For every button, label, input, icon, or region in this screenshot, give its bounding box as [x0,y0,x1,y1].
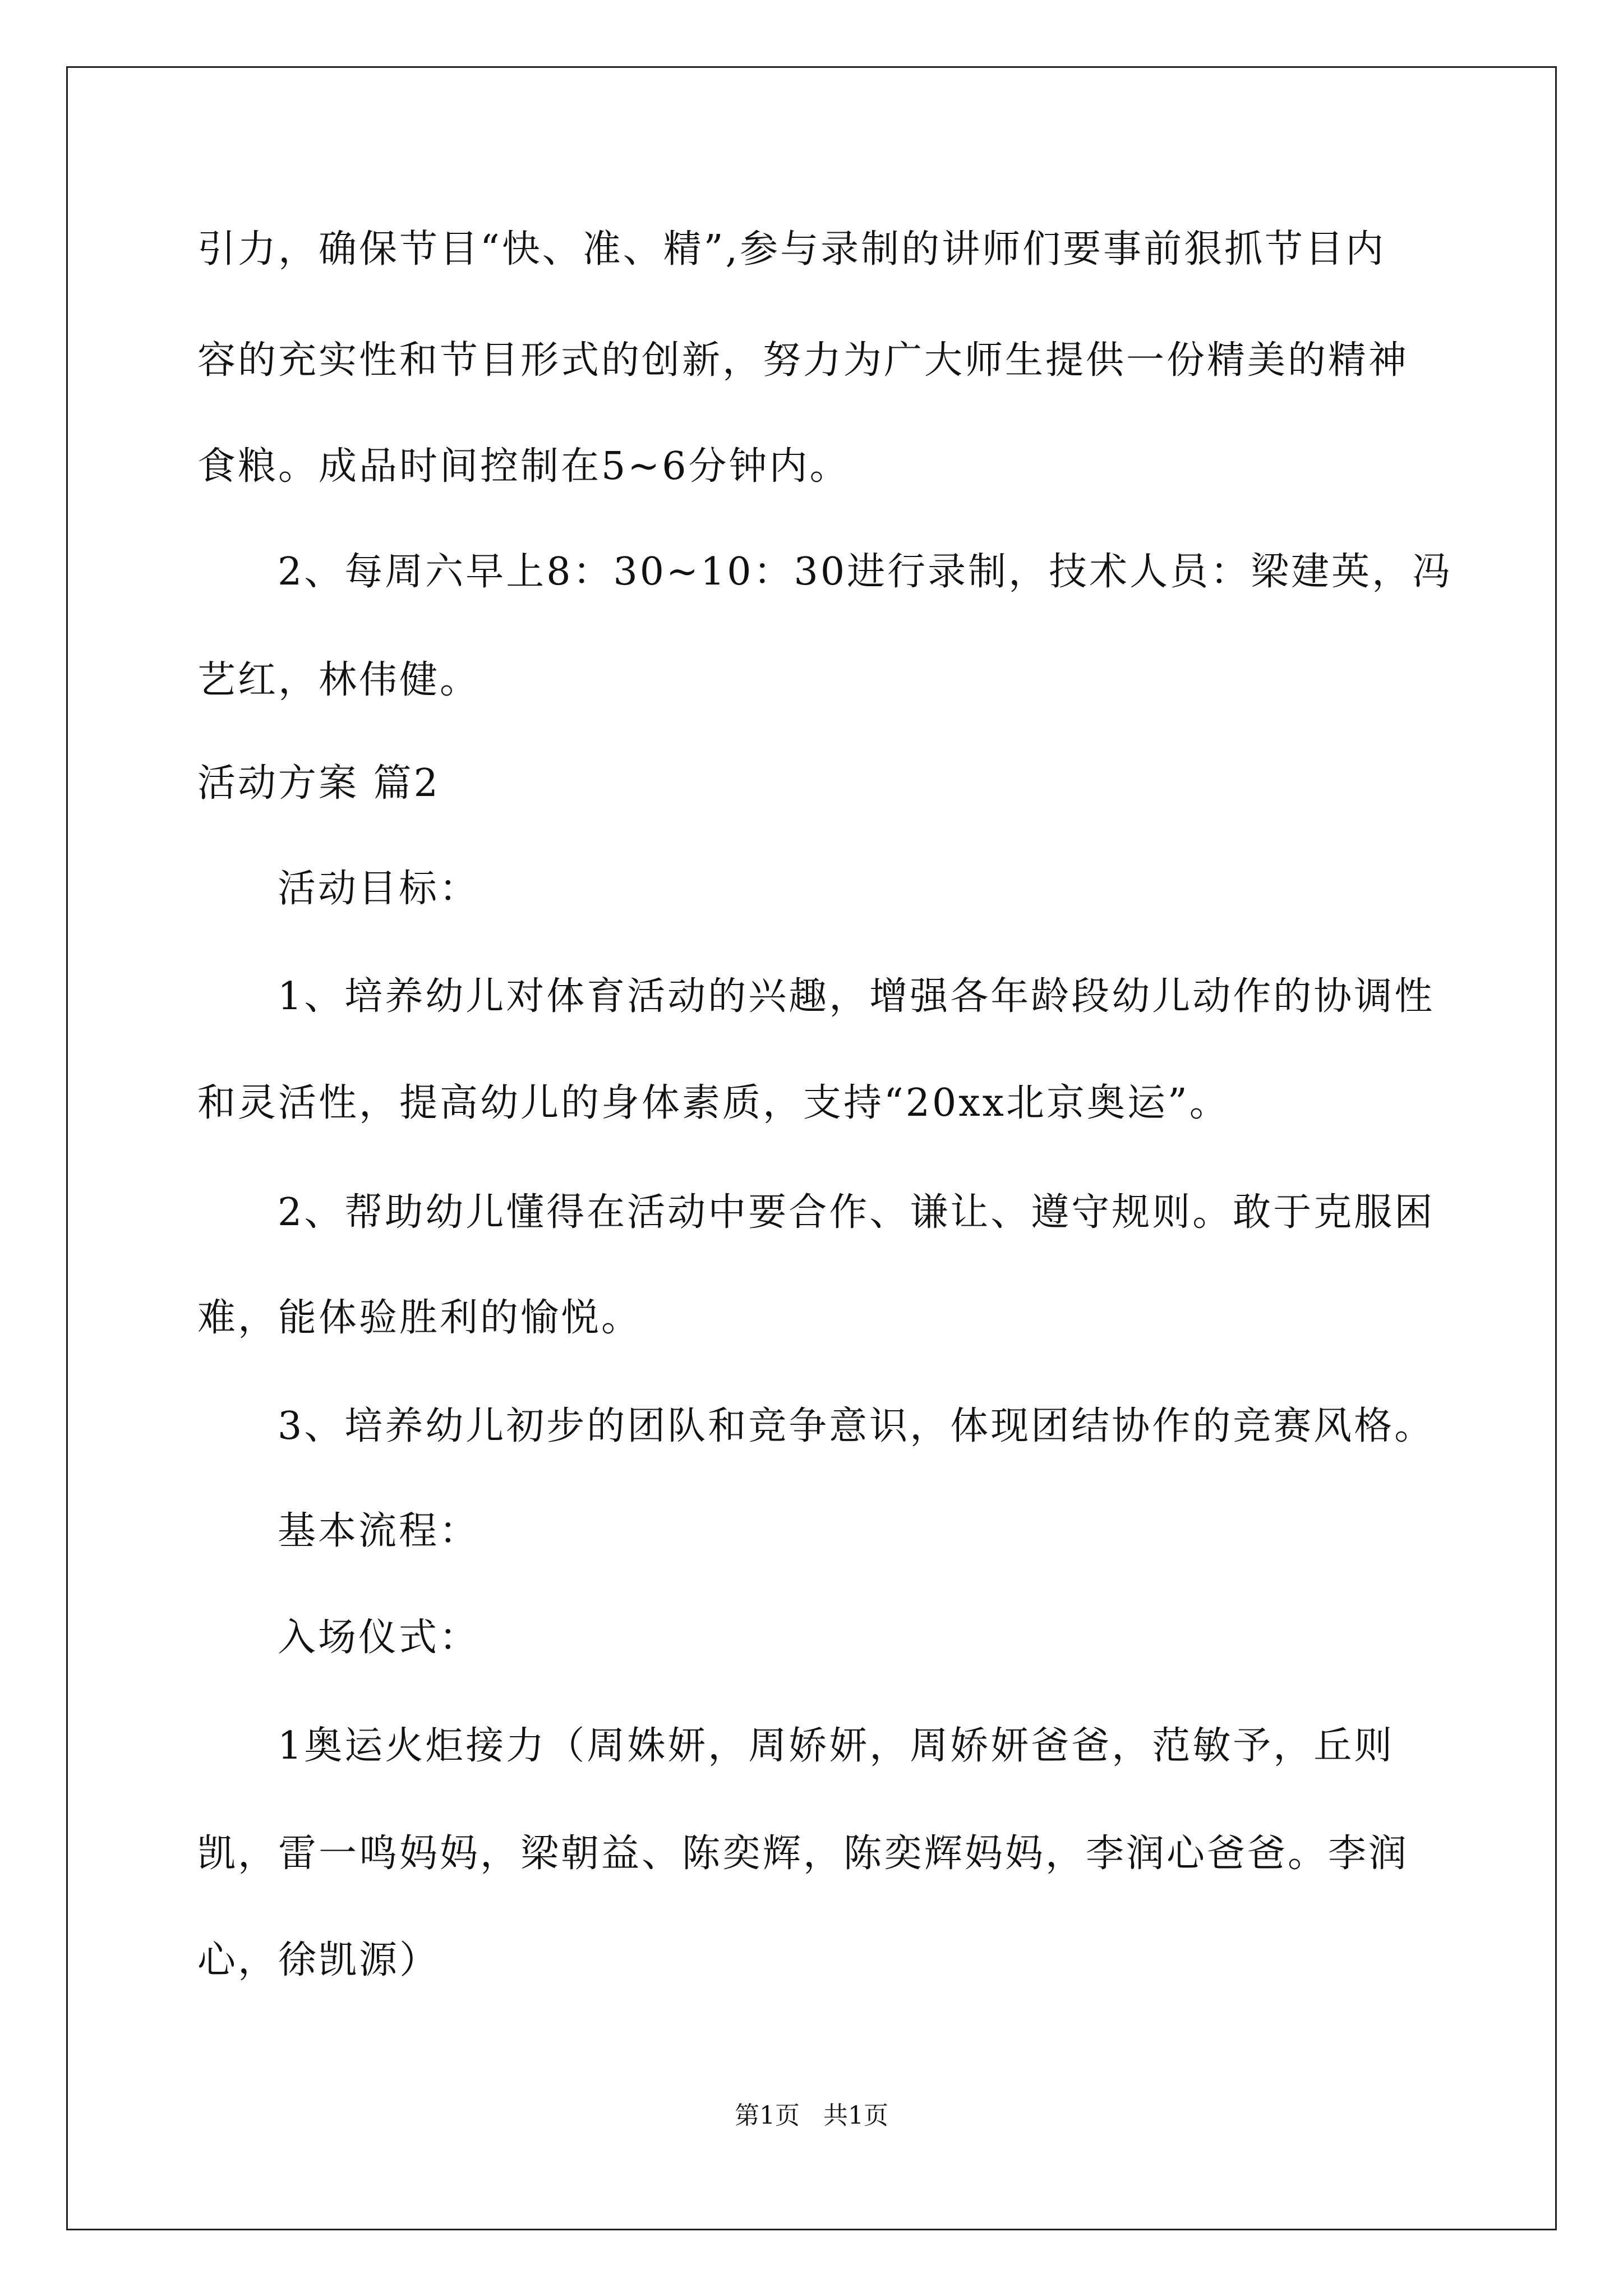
paragraph-line: 3、培养幼儿初步的团队和竞争意识，体现团结协作的竞赛风格。 [278,1404,1435,1448]
paragraph-line: 2、每周六早上8：30~10：30进行录制，技术人员：梁建英，冯 [278,550,1453,594]
paragraph-line: 艺红，林伟健。 [197,658,481,702]
paragraph-line: 难，能体验胜利的愉悦。 [197,1296,642,1340]
page-footer: 第1页 共1页 [735,2101,888,2130]
page-border [66,66,1557,2230]
paragraph-line: 活动目标： [278,867,480,911]
paragraph-line: 入场仪式： [278,1616,480,1660]
paragraph-line: 1奥运火炬接力（周姝妍，周娇妍，周娇妍爸爸，范敏予，丘则 [278,1724,1395,1768]
paragraph-line: 1、培养幼儿对体育活动的兴趣，增强各年龄段幼儿动作的协调性 [278,974,1435,1019]
paragraph-line: 食粮。成品时间控制在5~6分钟内。 [197,444,850,489]
paragraph-line: 心，徐凯源） [197,1938,440,1982]
paragraph-line: 凯，雷一鸣妈妈，梁朝益、陈奕辉，陈奕辉妈妈，李润心爸爸。李润 [197,1832,1409,1876]
paragraph-line: 引力，确保节目“快、准、精”,参与录制的讲师们要事前狠抓节目内 [197,227,1386,272]
paragraph-line: 2、帮助幼儿懂得在活动中要合作、谦让、遵守规则。敢于克服困 [278,1190,1435,1235]
paragraph-line: 和灵活性，提高幼儿的身体素质，支持“20xx北京奥运”。 [197,1081,1230,1125]
paragraph-line: 基本流程： [278,1509,480,1553]
paragraph-line: 容的充实性和节目形式的创新，努力为广大师生提供一份精美的精神 [197,338,1409,383]
section-heading: 活动方案 篇2 [197,761,440,806]
